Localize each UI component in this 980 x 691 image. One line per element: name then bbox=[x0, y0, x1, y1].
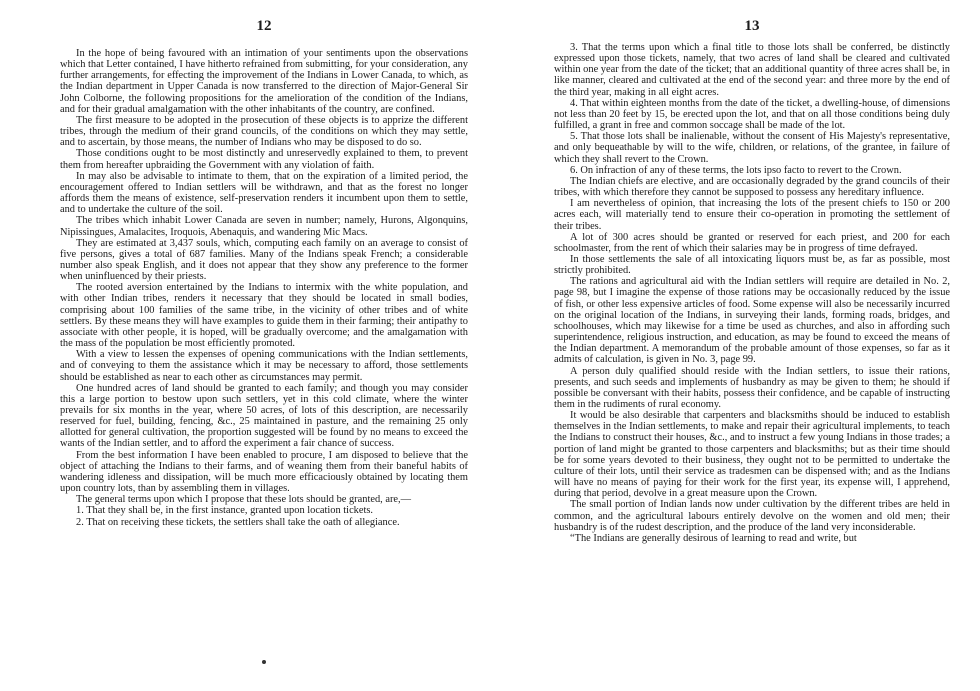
paragraph: 2. That on receiving these tickets, the settlers shall take the oath of allegiance. bbox=[76, 516, 400, 528]
paragraph: The Indian chiefs are elective, and are occasionally degraded by the grand councils of their tribes, with which therefore they cannot be supposed to possess any hereditary influence. bbox=[554, 175, 950, 199]
page-number-right: 13 bbox=[744, 18, 760, 34]
paragraph: In the hope of being favoured with an intimation of your sentiments upon the observations which that Letter contained, I have hitherto refrained from submitting, for your consideration, any further arrangements, for effecting the improvement of the Indians in Lower Canada, to which, as the Indian department in Upper Canada is now transferred to the direction of Major-General Sir John Colborne, the following propositions for the amelioration of the condition of the Indians, and for their gradual amalgamation with the other inhabitants of the country, are confined. bbox=[60, 48, 468, 115]
paragraph: 6. On infraction of any of these terms, the lots ipso facto to revert to the Crown. bbox=[570, 164, 902, 176]
paragraph: One hundred acres of land should be granted to each family; and though you may consider this a large portion to bestow upon such settlers, yet in this cold climate, where the winter prevails for six months in the year, where 50 acres, of lots of this description, are necessarily reserved for fuel, building, fencing, &c., 25 maintained in pasture, and the remaining 25 only allotted for general cultivation, the proportion suggested will be found by no means to exceed the wants of the Indian settler, and to afford the experiment a fair chance of success. bbox=[60, 382, 468, 450]
paragraph: The first measure to be adopted in the prosecution of these objects is to apprize the different tribes, through the medium of their grand councils, of the conditions on which they may settle, and to ascertain, by those means, the number of Indians who may be disposed to do so. bbox=[60, 114, 468, 149]
paragraph: In those settlements the sale of all intoxicating liquors must be, as far as possible, most strictly prohibited. bbox=[554, 253, 950, 277]
paragraph: A person duly qualified should reside with the Indian settlers, to issue their rations, presents, and such seeds and implements of husbandry as may be given to them; he should if possible be conversant with their habits, possess their confidence, and be capable of instructing them in the rudiments of rural economy. bbox=[554, 365, 950, 410]
paragraph: The rooted aversion entertained by the Indians to intermix with the white population, and with other Indian tribes, renders it necessary that they should be located in small bodies, comprising about 100 families of the same tribe, in the vicinity of other tribes and of white settlers. By these means they will have examples to guide them in their farming; their antipathy to associate with other people, it is hoped, will be gradually overcome; and the amalgamation with the mass of the population be most efficiently promoted. bbox=[60, 282, 468, 350]
paragraph: It would be also desirable that carpenters and blacksmiths should be induced to establish themselves in the Indian settlements, to make and repair their agricultural implements, to teach the Indians to construct their houses, &c., and to instruct a few young Indians in those trades; a portion of land might be granted to those carpenters and blacksmiths; but as their time should be for some years devoted to their business, they ought not to be permitted to undertake the culture of their lots, until their service as tradesmen can be dispensed with; and as the Indians will have no means of paying for their work for the first year, its expense will, I apprehend, during that period, devolve in a great measure upon the Crown. bbox=[554, 410, 950, 500]
paragraph: They are estimated at 3,437 souls, which, computing each family on an average to consist of five persons, gives a total of 687 families. Many of the Indians speak French; a considerable number also speak English, and it does not appear that they show any preference to the former when uninfluenced by their priests. bbox=[60, 237, 468, 283]
paragraph: The general terms upon which I propose that these lots should be granted, are,— bbox=[76, 494, 412, 506]
paragraph: Those conditions ought to be most distinctly and unreservedly explained to them, to prevent them from hereafter upbraiding the Government with any violation of faith. bbox=[60, 148, 468, 171]
paragraph: A lot of 300 acres should be granted or reserved for each priest, and 200 for each schoolmaster, from the rent of which their salaries may be in progress of time defrayed. bbox=[554, 231, 950, 254]
paragraph: 4. That within eighteen months from the date of the ticket, a dwelling-house, of dimensions not less than 20 feet by 15, be erected upon the lot, and that on all those conditions being duly fulfilled, a grant in free and common soccage shall be made of the lot. bbox=[554, 97, 950, 132]
left-page-text bbox=[60, 48, 468, 528]
paragraph: “The Indians are generally desirous of learning to read and write, but bbox=[570, 532, 857, 544]
right-page-text bbox=[554, 42, 950, 544]
paragraph: The rations and agricultural aid with the Indian settlers will require are detailed in No. 2, page 98, but I imagine the expense of those rations may be occasionally reduced by the issue of fish, or other less expensive articles of food. Some expense will also be necessarily incurred on the original location of the Indians, in surveying their lands, forming roads, bridges, and schoolhouses, which may likewise for a time be used as churches, and also in affording such superintendence, religious instruction, and education, as may be found to exceed the means of the Indian department. A memorandum of the probable amount of those expenses, so far as it admits of calculation, is given in No. 3, page 99. bbox=[554, 276, 950, 366]
paragraph: From the best information I have been enabled to procure, I am disposed to believe that the object of attaching the Indians to their farms, and of weaning them from their baneful habits of wandering idleness and dissipation, will be much more efficaciously obtained by locating them upon country lots, than by assembling them in villages. bbox=[60, 449, 468, 495]
paragraph: With a view to lessen the expenses of opening communications with the Indian settlements, and of conveying to them the assistance which it may be necessary to afford, those settlements should be established as near to each other as circumstances may permit. bbox=[60, 349, 468, 383]
paragraph: I am nevertheless of opinion, that increasing the lots of the present chiefs to 150 or 200 acres each, will materially tend to ensure their co-operation in promoting the settlement of their tribes. bbox=[554, 198, 950, 232]
paragraph: 3. That the terms upon which a final title to those lots shall be conferred, be distinctly expressed upon those tickets, namely, that two acres of land shall be cleared and cultivated within one year from the date of the ticket; that an additional quantity of three acres shall be, in like manner, cleared and cultivated at the end of the second year: and three more by the end of the third year, making in all eight acres. bbox=[554, 42, 950, 98]
paragraph: 5. That those lots shall be inalienable, without the consent of His Majesty's representative, and only bequeathable by will to the wife, children, or relations, of the grantee, in failure of which they shall revert to the Crown. bbox=[554, 131, 950, 165]
paragraph: In may also be advisable to intimate to them, that on the expiration of a limited period, the encouragement offered to Indian settlers will be withdrawn, and that as the forest no longer affords them the means of existence, self-preservation renders it incumbent upon them to settle, and to undertake the culture of the soil. bbox=[60, 170, 468, 216]
page-mark bbox=[262, 660, 266, 664]
paragraph: The tribes which inhabit Lower Canada are seven in number; namely, Hurons, Algonquins, Nipissingues, Amalacites, Iroquois, Abenaquis, and wandering Mic Macs. bbox=[60, 215, 468, 238]
right-page bbox=[490, 0, 980, 691]
paragraph: The small portion of Indian lands now under cultivation by the different tribes are held in common, and the agricultural labours entirely devolve on the women and old men; their husbandry is of the rudest description, and the produce of the land very inconsiderable. bbox=[554, 499, 950, 533]
page-number-left: 12 bbox=[256, 18, 272, 34]
paragraph: 1. That they shall be, in the first instance, granted upon location tickets. bbox=[76, 505, 374, 517]
